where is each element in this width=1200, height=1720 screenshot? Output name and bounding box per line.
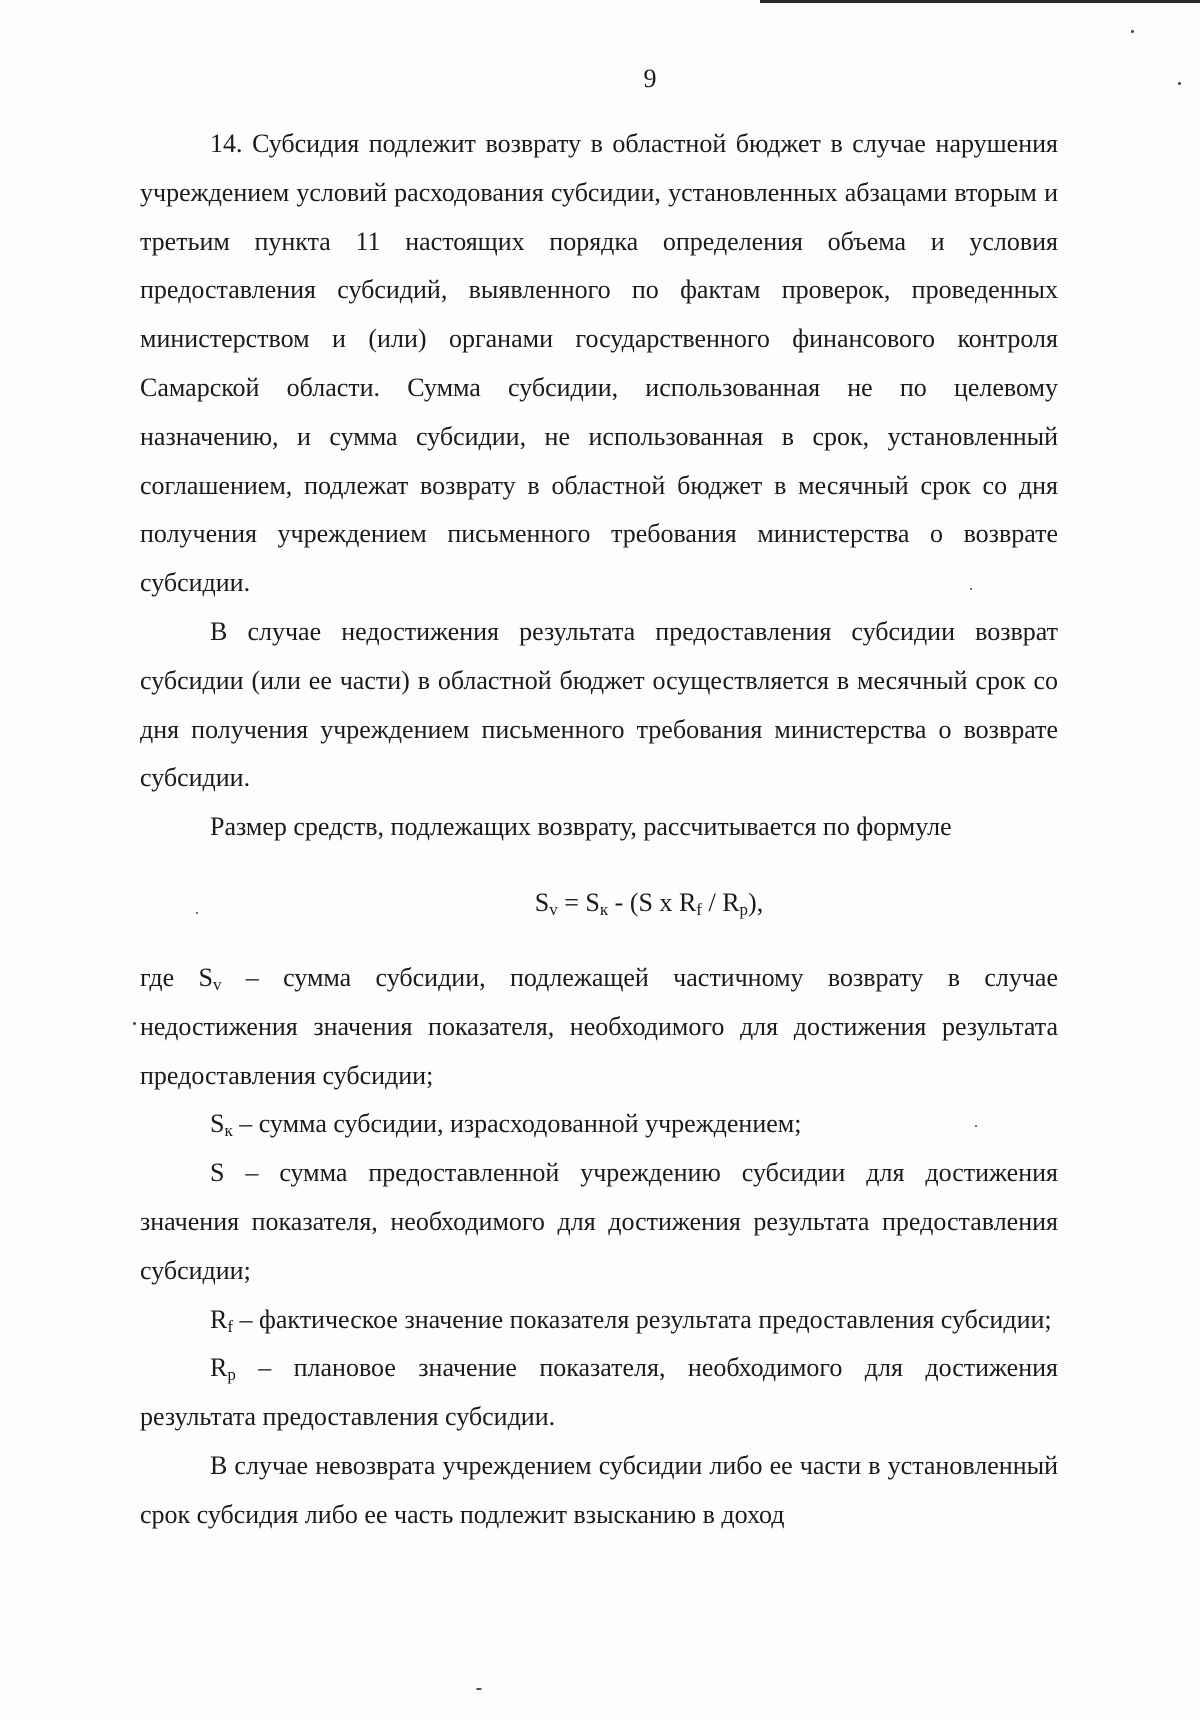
- definition-prefix: где: [140, 962, 199, 992]
- definition-sv: [140, 954, 1058, 1100]
- definition-text: – сумма предоставленной учреждению субсидии для достижения значения показателя, необходимого для достижения результата предоставления субсидии;: [140, 1158, 1058, 1285]
- formula-division: /: [701, 887, 723, 917]
- scan-speck: [196, 912, 198, 914]
- definition-subscript: v: [212, 974, 222, 994]
- document-body: [140, 120, 1058, 1540]
- definition-subscript: p: [227, 1365, 236, 1385]
- definition-sk: [140, 1100, 1058, 1149]
- definition-subscript: к: [224, 1121, 233, 1141]
- definition-symbol: S: [210, 1158, 225, 1188]
- definition-text: – фактическое значение показателя результата предоставления субсидии;: [233, 1304, 1052, 1334]
- formula-sv-symbol: S: [534, 887, 550, 917]
- definition-symbol: R: [210, 1304, 228, 1334]
- formula-sk-subscript: к: [599, 899, 609, 919]
- scan-speck: [133, 1022, 136, 1025]
- formula-sv-subscript: v: [549, 899, 558, 919]
- definition-rf: [140, 1296, 1058, 1345]
- definition-text: – сумма субсидии, израсходованной учреждением;: [232, 1109, 802, 1139]
- paragraph-result-not-achieved: В случае недостижения результата предоставления субсидии возврат субсидии (или ее части) в областной бюджет осуществляется в месячный срок со дня получения учреждением письменного требования министерства о возврате субсидии.: [140, 616, 1058, 793]
- scan-speck: [975, 1125, 977, 1127]
- definition-symbol: R: [210, 1353, 228, 1383]
- formula-end: ),: [748, 887, 764, 917]
- page-number: 9: [643, 64, 657, 93]
- formula-rp-subscript: p: [739, 899, 749, 919]
- scan-speck: [1131, 30, 1134, 33]
- paragraph-non-return: В случае невозврата учреждением субсидии либо ее части в установленный срок субсидия либо ее часть подлежит взысканию в доход: [140, 1450, 1058, 1529]
- paragraph-formula-intro: Размер средств, подлежащих возврату, рассчитывается по формуле: [210, 812, 952, 842]
- definition-symbol: S: [210, 1109, 225, 1139]
- scan-speck: [970, 588, 972, 590]
- formula-rf-symbol: R: [678, 887, 697, 917]
- definition-text: – плановое значение показателя, необходимого для достижения результата предоставления субсидии.: [140, 1353, 1058, 1432]
- formula-sk-symbol: S: [585, 887, 600, 917]
- scan-speck: [1178, 82, 1181, 85]
- return-formula: [140, 852, 1058, 954]
- definition-s: [140, 1149, 1058, 1295]
- formula-rf-subscript: f: [696, 899, 702, 919]
- definition-text: – сумма субсидии, подлежащей частичному возврату в случае недостижения значения показателя, необходимого для достижения результата предоставления субсидии;: [140, 962, 1058, 1090]
- formula-equals: =: [557, 887, 586, 917]
- formula-middle: - (S x: [608, 887, 679, 917]
- scan-speck: [476, 1688, 482, 1690]
- definition-subscript: f: [227, 1316, 234, 1336]
- definition-symbol: S: [198, 962, 213, 992]
- top-edge-rule: [760, 0, 1200, 3]
- definition-rp: [140, 1344, 1058, 1442]
- paragraph-14: 14. Субсидия подлежит возврату в областной бюджет в случае нарушения учреждением условий расходования субсидии, установленных абзацами вторым и третьим пункта 11 настоящих порядка определения объема и условия предоставления субсидий, выявленного по фактам проверок, проведенных министерством и (или) органами государственного финансового контроля Самарской области. Сумма субсидии, использованная не по целевому назначению, и сумма субсидии, не использованная в срок, установленный соглашением, подлежат возврату в областной бюджет в месячный срок со дня получения учреждением письменного требования министерства о возврате субсидии.: [140, 129, 1058, 598]
- formula-rp-symbol: R: [722, 887, 740, 917]
